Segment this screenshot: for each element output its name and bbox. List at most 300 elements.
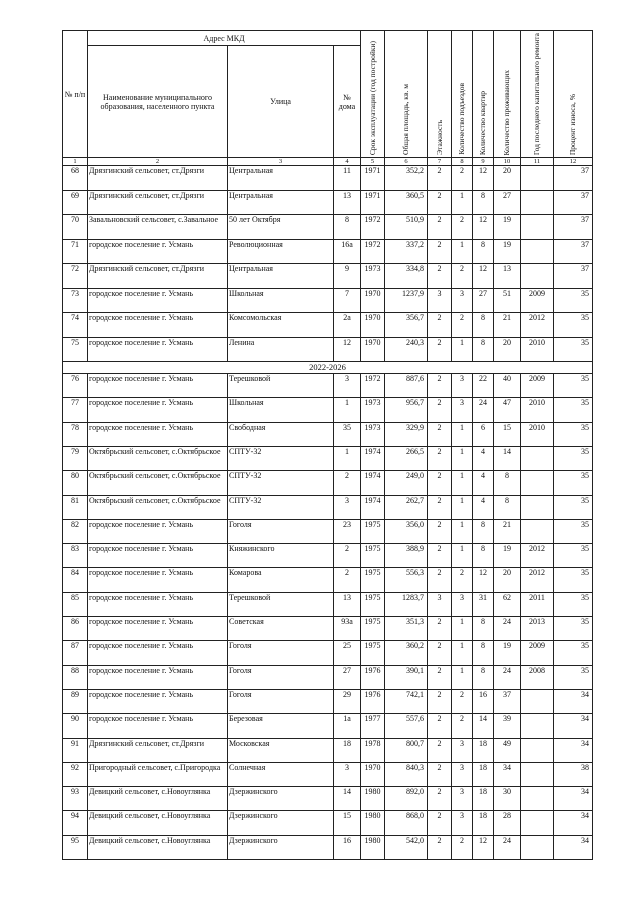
- entrances-cell: 1: [452, 519, 473, 543]
- street-cell: Школьная: [228, 288, 334, 313]
- area-cell: 360,2: [385, 641, 428, 665]
- entrances-cell: 3: [452, 787, 473, 811]
- house-cell: 2: [334, 544, 361, 568]
- municipality-cell: Октябрьский сельсовет, с.Октябрьское: [88, 471, 228, 495]
- area-cell: 510,9: [385, 215, 428, 240]
- repair-year-cell: 2012: [521, 544, 554, 568]
- repair-year-cell: 2012: [521, 313, 554, 338]
- floors-cell: 2: [428, 313, 452, 338]
- municipality-cell: городское поселение г. Усмань: [88, 313, 228, 338]
- header-apartments: Количество квартир: [473, 31, 494, 158]
- house-cell: 2: [334, 568, 361, 592]
- header-wear: Процент износа, %: [554, 31, 593, 158]
- repair-year-cell: 2010: [521, 422, 554, 446]
- apartments-cell: 12: [473, 568, 494, 592]
- table-row: [63, 239, 593, 264]
- year-cell: 1976: [361, 689, 385, 713]
- residents-cell: 24: [494, 665, 521, 689]
- year-cell: 1976: [361, 665, 385, 689]
- table-row: [63, 422, 593, 446]
- floors-cell: 2: [428, 166, 452, 191]
- house-cell: 3: [334, 495, 361, 519]
- section-row: [63, 362, 593, 374]
- table-row: [63, 519, 593, 543]
- residents-cell: 20: [494, 337, 521, 362]
- repair-year-cell: 2010: [521, 398, 554, 422]
- column-number: 12: [554, 158, 593, 166]
- repair-year-cell: 2009: [521, 641, 554, 665]
- street-cell: Княжинского: [228, 544, 334, 568]
- table-row: [63, 835, 593, 859]
- apartments-cell: 18: [473, 738, 494, 762]
- house-cell: 93а: [334, 617, 361, 641]
- municipality-cell: городское поселение г. Усмань: [88, 288, 228, 313]
- area-cell: 337,2: [385, 239, 428, 264]
- street-cell: Дзержинского: [228, 787, 334, 811]
- municipality-cell: городское поселение г. Усмань: [88, 422, 228, 446]
- area-cell: 390,1: [385, 665, 428, 689]
- floors-cell: 2: [428, 787, 452, 811]
- floors-cell: 2: [428, 762, 452, 786]
- street-cell: СПТУ-32: [228, 495, 334, 519]
- residents-cell: 19: [494, 239, 521, 264]
- street-cell: Гоголя: [228, 689, 334, 713]
- table-row: [63, 190, 593, 215]
- repair-year-cell: [521, 835, 554, 859]
- floors-cell: 3: [428, 592, 452, 616]
- residents-cell: 24: [494, 835, 521, 859]
- repair-year-cell: [521, 762, 554, 786]
- header-entrances: Количество подъездов: [452, 31, 473, 158]
- street-cell: Комсомольская: [228, 313, 334, 338]
- residents-cell: 51: [494, 288, 521, 313]
- year-cell: 1971: [361, 190, 385, 215]
- year-cell: 1975: [361, 617, 385, 641]
- house-cell: 12: [334, 337, 361, 362]
- year-cell: 1970: [361, 762, 385, 786]
- repair-year-cell: [521, 166, 554, 191]
- row-num-cell: 74: [63, 313, 88, 338]
- column-number: 5: [361, 158, 385, 166]
- residents-cell: 19: [494, 544, 521, 568]
- residents-cell: 21: [494, 519, 521, 543]
- house-cell: 14: [334, 787, 361, 811]
- residents-cell: 27: [494, 190, 521, 215]
- street-cell: Революционная: [228, 239, 334, 264]
- floors-cell: 2: [428, 422, 452, 446]
- municipality-cell: городское поселение г. Усмань: [88, 337, 228, 362]
- table-row: [63, 787, 593, 811]
- residents-cell: 19: [494, 215, 521, 240]
- residents-cell: 13: [494, 264, 521, 289]
- entrances-cell: 2: [452, 689, 473, 713]
- header-residents: Количество проживающих: [494, 31, 521, 158]
- year-cell: 1970: [361, 313, 385, 338]
- floors-cell: 2: [428, 264, 452, 289]
- row-num-cell: 78: [63, 422, 88, 446]
- area-cell: 800,7: [385, 738, 428, 762]
- entrances-cell: 1: [452, 665, 473, 689]
- area-cell: 1283,7: [385, 592, 428, 616]
- year-cell: 1980: [361, 787, 385, 811]
- apartments-cell: 27: [473, 288, 494, 313]
- wear-cell: 35: [554, 665, 593, 689]
- entrances-cell: 2: [452, 714, 473, 738]
- house-cell: 13: [334, 190, 361, 215]
- row-num-cell: 83: [63, 544, 88, 568]
- street-cell: Березовая: [228, 714, 334, 738]
- wear-cell: 35: [554, 519, 593, 543]
- repair-year-cell: [521, 495, 554, 519]
- entrances-cell: 1: [452, 617, 473, 641]
- area-cell: 868,0: [385, 811, 428, 835]
- year-cell: 1973: [361, 264, 385, 289]
- section-label: 2022-2026: [63, 362, 593, 374]
- municipality-cell: Октябрьский сельсовет, с.Октябрьское: [88, 495, 228, 519]
- area-cell: 334,8: [385, 264, 428, 289]
- area-cell: 329,9: [385, 422, 428, 446]
- wear-cell: 35: [554, 337, 593, 362]
- wear-cell: 35: [554, 471, 593, 495]
- row-num-cell: 93: [63, 787, 88, 811]
- area-cell: 556,3: [385, 568, 428, 592]
- municipality-cell: городское поселение г. Усмань: [88, 689, 228, 713]
- header-house: № дома: [334, 46, 361, 158]
- entrances-cell: 2: [452, 835, 473, 859]
- wear-cell: 37: [554, 264, 593, 289]
- entrances-cell: 1: [452, 337, 473, 362]
- row-num-cell: 76: [63, 374, 88, 398]
- row-num-cell: 91: [63, 738, 88, 762]
- table-row: [63, 811, 593, 835]
- municipality-cell: Девицкий сельсовет, с.Новоуглянка: [88, 811, 228, 835]
- residents-cell: 20: [494, 568, 521, 592]
- residents-cell: 15: [494, 422, 521, 446]
- residents-cell: 47: [494, 398, 521, 422]
- street-cell: Ленина: [228, 337, 334, 362]
- apartments-cell: 8: [473, 239, 494, 264]
- year-cell: 1980: [361, 835, 385, 859]
- row-num-cell: 84: [63, 568, 88, 592]
- row-num-cell: 77: [63, 398, 88, 422]
- municipality-cell: городское поселение г. Усмань: [88, 617, 228, 641]
- entrances-cell: 1: [452, 422, 473, 446]
- floors-cell: 2: [428, 811, 452, 835]
- house-cell: 7: [334, 288, 361, 313]
- street-cell: Терешковой: [228, 592, 334, 616]
- area-cell: 557,6: [385, 714, 428, 738]
- entrances-cell: 1: [452, 447, 473, 471]
- residents-cell: 24: [494, 617, 521, 641]
- floors-cell: 2: [428, 641, 452, 665]
- area-cell: 356,0: [385, 519, 428, 543]
- municipality-cell: Дрязгинский сельсовет, ст.Дрязги: [88, 190, 228, 215]
- area-cell: 352,2: [385, 166, 428, 191]
- apartments-cell: 12: [473, 215, 494, 240]
- year-cell: 1978: [361, 738, 385, 762]
- year-cell: 1970: [361, 337, 385, 362]
- residents-cell: 19: [494, 641, 521, 665]
- house-cell: 3: [334, 762, 361, 786]
- street-cell: Дзержинского: [228, 835, 334, 859]
- year-cell: 1974: [361, 495, 385, 519]
- floors-cell: 2: [428, 519, 452, 543]
- house-cell: 1а: [334, 714, 361, 738]
- table-row: [63, 568, 593, 592]
- year-cell: 1972: [361, 239, 385, 264]
- header-street: Улица: [228, 46, 334, 158]
- floors-cell: 2: [428, 374, 452, 398]
- table-row: [63, 689, 593, 713]
- year-cell: 1980: [361, 811, 385, 835]
- entrances-cell: 1: [452, 641, 473, 665]
- table-row: [63, 313, 593, 338]
- header-municipality: Наименование муниципального образования, населенного пункта: [88, 46, 228, 158]
- house-cell: 2: [334, 471, 361, 495]
- area-cell: 262,7: [385, 495, 428, 519]
- area-cell: 840,3: [385, 762, 428, 786]
- repair-year-cell: [521, 787, 554, 811]
- mkd-table: [62, 30, 593, 860]
- municipality-cell: городское поселение г. Усмань: [88, 568, 228, 592]
- repair-year-cell: 2013: [521, 617, 554, 641]
- wear-cell: 35: [554, 288, 593, 313]
- area-cell: 351,3: [385, 617, 428, 641]
- column-number: 4: [334, 158, 361, 166]
- floors-cell: 2: [428, 337, 452, 362]
- area-cell: 240,3: [385, 337, 428, 362]
- entrances-cell: 3: [452, 592, 473, 616]
- apartments-cell: 18: [473, 811, 494, 835]
- wear-cell: 35: [554, 568, 593, 592]
- row-num-cell: 80: [63, 471, 88, 495]
- entrances-cell: 1: [452, 190, 473, 215]
- apartments-cell: 22: [473, 374, 494, 398]
- table-row: [63, 544, 593, 568]
- table-row: [63, 447, 593, 471]
- street-cell: Гоголя: [228, 641, 334, 665]
- row-num-cell: 90: [63, 714, 88, 738]
- repair-year-cell: [521, 215, 554, 240]
- municipality-cell: городское поселение г. Усмань: [88, 239, 228, 264]
- wear-cell: 37: [554, 215, 593, 240]
- apartments-cell: 14: [473, 714, 494, 738]
- street-cell: Свободная: [228, 422, 334, 446]
- street-cell: Центральная: [228, 264, 334, 289]
- municipality-cell: городское поселение г. Усмань: [88, 714, 228, 738]
- repair-year-cell: [521, 519, 554, 543]
- row-num-cell: 89: [63, 689, 88, 713]
- repair-year-cell: 2011: [521, 592, 554, 616]
- residents-cell: 62: [494, 592, 521, 616]
- floors-cell: 2: [428, 689, 452, 713]
- floors-cell: 2: [428, 665, 452, 689]
- repair-year-cell: [521, 811, 554, 835]
- house-cell: 1: [334, 398, 361, 422]
- entrances-cell: 1: [452, 471, 473, 495]
- column-number: 8: [452, 158, 473, 166]
- table-row: [63, 665, 593, 689]
- header-year: Срок эксплуатации (год постройки): [361, 31, 385, 158]
- repair-year-cell: [521, 471, 554, 495]
- header-num: № п/п: [63, 31, 88, 158]
- row-num-cell: 68: [63, 166, 88, 191]
- column-number: 9: [473, 158, 494, 166]
- apartments-cell: 12: [473, 166, 494, 191]
- apartments-cell: 4: [473, 495, 494, 519]
- apartments-cell: 8: [473, 313, 494, 338]
- house-cell: 29: [334, 689, 361, 713]
- floors-cell: 2: [428, 447, 452, 471]
- street-cell: Школьная: [228, 398, 334, 422]
- entrances-cell: 2: [452, 264, 473, 289]
- floors-cell: 2: [428, 738, 452, 762]
- floors-cell: 2: [428, 239, 452, 264]
- municipality-cell: Завальновский сельсовет, с.Завальное: [88, 215, 228, 240]
- area-cell: 388,9: [385, 544, 428, 568]
- row-num-cell: 71: [63, 239, 88, 264]
- row-num-cell: 87: [63, 641, 88, 665]
- area-cell: 360,5: [385, 190, 428, 215]
- year-cell: 1977: [361, 714, 385, 738]
- entrances-cell: 3: [452, 811, 473, 835]
- street-cell: Терешковой: [228, 374, 334, 398]
- residents-cell: 8: [494, 495, 521, 519]
- header-area: Общая площадь, кв. м: [385, 31, 428, 158]
- column-number: 2: [88, 158, 228, 166]
- house-cell: 27: [334, 665, 361, 689]
- row-num-cell: 73: [63, 288, 88, 313]
- table-row: [63, 288, 593, 313]
- entrances-cell: 2: [452, 215, 473, 240]
- municipality-cell: городское поселение г. Усмань: [88, 592, 228, 616]
- table-row: [63, 215, 593, 240]
- floors-cell: 2: [428, 471, 452, 495]
- apartments-cell: 8: [473, 190, 494, 215]
- wear-cell: 37: [554, 166, 593, 191]
- table-row: [63, 641, 593, 665]
- residents-cell: 21: [494, 313, 521, 338]
- apartments-cell: 8: [473, 519, 494, 543]
- repair-year-cell: [521, 264, 554, 289]
- residents-cell: 40: [494, 374, 521, 398]
- table-row: [63, 264, 593, 289]
- wear-cell: 37: [554, 239, 593, 264]
- municipality-cell: Девицкий сельсовет, с.Новоуглянка: [88, 835, 228, 859]
- floors-cell: 3: [428, 288, 452, 313]
- year-cell: 1975: [361, 641, 385, 665]
- house-cell: 8: [334, 215, 361, 240]
- table-row: [63, 738, 593, 762]
- municipality-cell: городское поселение г. Усмань: [88, 519, 228, 543]
- repair-year-cell: 2009: [521, 288, 554, 313]
- column-number: 3: [228, 158, 334, 166]
- area-cell: 892,0: [385, 787, 428, 811]
- row-num-cell: 70: [63, 215, 88, 240]
- area-cell: 249,0: [385, 471, 428, 495]
- house-cell: 25: [334, 641, 361, 665]
- house-cell: 13: [334, 592, 361, 616]
- table-row: [63, 398, 593, 422]
- table-row: [63, 762, 593, 786]
- row-num-cell: 88: [63, 665, 88, 689]
- row-num-cell: 72: [63, 264, 88, 289]
- house-cell: 1: [334, 447, 361, 471]
- repair-year-cell: [521, 239, 554, 264]
- apartments-cell: 8: [473, 617, 494, 641]
- year-cell: 1972: [361, 374, 385, 398]
- wear-cell: 35: [554, 374, 593, 398]
- municipality-cell: Пригородный сельсовет, с.Пригородка: [88, 762, 228, 786]
- floors-cell: 2: [428, 714, 452, 738]
- apartments-cell: 12: [473, 835, 494, 859]
- wear-cell: 35: [554, 495, 593, 519]
- row-num-cell: 82: [63, 519, 88, 543]
- apartments-cell: 31: [473, 592, 494, 616]
- column-number: 1: [63, 158, 88, 166]
- table-row: [63, 471, 593, 495]
- year-cell: 1975: [361, 592, 385, 616]
- residents-cell: 49: [494, 738, 521, 762]
- column-number-row: [63, 158, 593, 166]
- municipality-cell: Девицкий сельсовет, с.Новоуглянка: [88, 787, 228, 811]
- street-cell: Комарова: [228, 568, 334, 592]
- repair-year-cell: [521, 714, 554, 738]
- wear-cell: 34: [554, 787, 593, 811]
- table-row: [63, 495, 593, 519]
- wear-cell: 35: [554, 422, 593, 446]
- year-cell: 1974: [361, 471, 385, 495]
- apartments-cell: 8: [473, 665, 494, 689]
- municipality-cell: Октябрьский сельсовет, с.Октябрьское: [88, 447, 228, 471]
- table-row: [63, 374, 593, 398]
- row-num-cell: 94: [63, 811, 88, 835]
- street-cell: Дзержинского: [228, 811, 334, 835]
- apartments-cell: 24: [473, 398, 494, 422]
- repair-year-cell: 2008: [521, 665, 554, 689]
- area-cell: 542,0: [385, 835, 428, 859]
- repair-year-cell: 2010: [521, 337, 554, 362]
- wear-cell: 37: [554, 190, 593, 215]
- repair-year-cell: 2012: [521, 568, 554, 592]
- wear-cell: 34: [554, 738, 593, 762]
- entrances-cell: 1: [452, 495, 473, 519]
- apartments-cell: 18: [473, 787, 494, 811]
- header-repair-year: Год последнего капитального ремонта: [521, 31, 554, 158]
- municipality-cell: Дрязгинский сельсовет, ст.Дрязги: [88, 166, 228, 191]
- residents-cell: 8: [494, 471, 521, 495]
- area-cell: 1237,9: [385, 288, 428, 313]
- area-cell: 887,6: [385, 374, 428, 398]
- wear-cell: 35: [554, 313, 593, 338]
- residents-cell: 39: [494, 714, 521, 738]
- year-cell: 1972: [361, 215, 385, 240]
- house-cell: 3: [334, 374, 361, 398]
- municipality-cell: городское поселение г. Усмань: [88, 398, 228, 422]
- house-cell: 23: [334, 519, 361, 543]
- repair-year-cell: [521, 447, 554, 471]
- street-cell: 50 лет Октября: [228, 215, 334, 240]
- table-row: [63, 337, 593, 362]
- apartments-cell: 4: [473, 447, 494, 471]
- entrances-cell: 1: [452, 239, 473, 264]
- year-cell: 1975: [361, 568, 385, 592]
- street-cell: Центральная: [228, 190, 334, 215]
- entrances-cell: 1: [452, 544, 473, 568]
- year-cell: 1971: [361, 166, 385, 191]
- header-address-group: Адрес МКД: [88, 31, 361, 46]
- year-cell: 1974: [361, 447, 385, 471]
